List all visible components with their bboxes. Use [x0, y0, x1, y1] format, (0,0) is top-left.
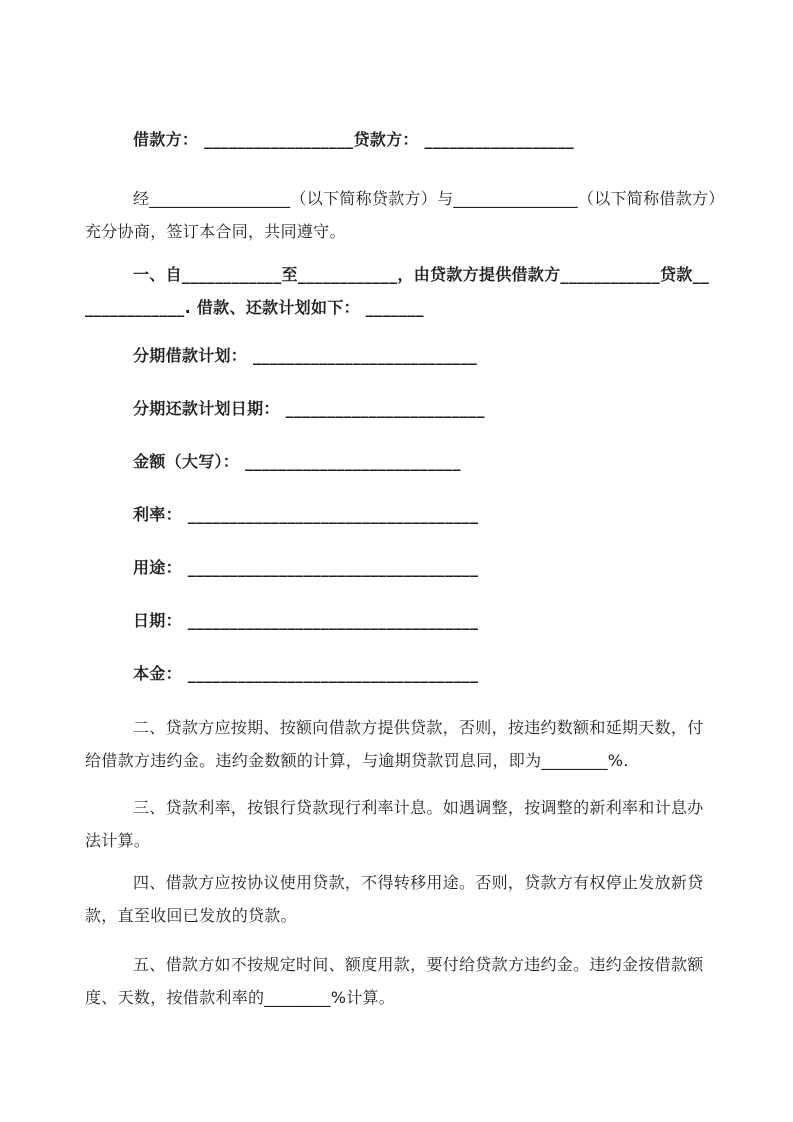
clause-3-line-1: 三、贷款利率，按银行贷款现行利率计息。如遇调整，按调整的新利率和计息办: [133, 798, 704, 817]
field-installment-repay-date: 分期还款计划日期： ________________________: [133, 399, 485, 418]
field-interest-rate: 利率： ___________________________________: [133, 505, 479, 524]
clause-5-line-2: 度、天数，按借款利率的________%计算。: [85, 988, 396, 1007]
field-purpose: 用途： ___________________________________: [133, 558, 479, 577]
field-principal: 本金： ___________________________________: [133, 664, 479, 683]
preamble-line-2: 充分协商，签订本合同，共同遵守。: [85, 222, 346, 241]
clause-1-line-1: 一、自____________至____________，由贷款方提供借款方____________贷款__: [133, 265, 710, 284]
clause-3-line-2: 法计算。: [85, 831, 151, 850]
clause-1-line-2: ____________. 借款、还款计划如下： _______: [85, 298, 424, 317]
clause-2-line-2: 给借款方违约金。违约金数额的计算，与逾期贷款罚息同，即为________%.: [85, 751, 629, 770]
field-amount-in-words: 金额（大写）： __________________________: [133, 452, 461, 471]
clause-5-line-1: 五、借款方如不按规定时间、额度用款，要付给贷款方违约金。违约金按借款额: [133, 955, 704, 974]
preamble-line-1: 经_________________（以下简称贷款方）与_______________（以下简称借款方）: [133, 189, 725, 208]
clause-4-line-2: 款，直至收回已发放的贷款。: [85, 906, 297, 925]
field-installment-borrow-plan: 分期借款计划： ___________________________: [133, 346, 478, 365]
clause-2-line-1: 二、贷款方应按期、按额向借款方提供贷款，否则，按违约数额和延期天数，付: [133, 718, 704, 737]
field-date: 日期： ___________________________________: [133, 611, 479, 630]
clause-4-line-1: 四、借款方应按协议使用贷款，不得转移用途。否则，贷款方有权停止发放新贷: [133, 873, 704, 892]
parties-line: 借款方： __________________贷款方： __________________: [133, 130, 574, 149]
